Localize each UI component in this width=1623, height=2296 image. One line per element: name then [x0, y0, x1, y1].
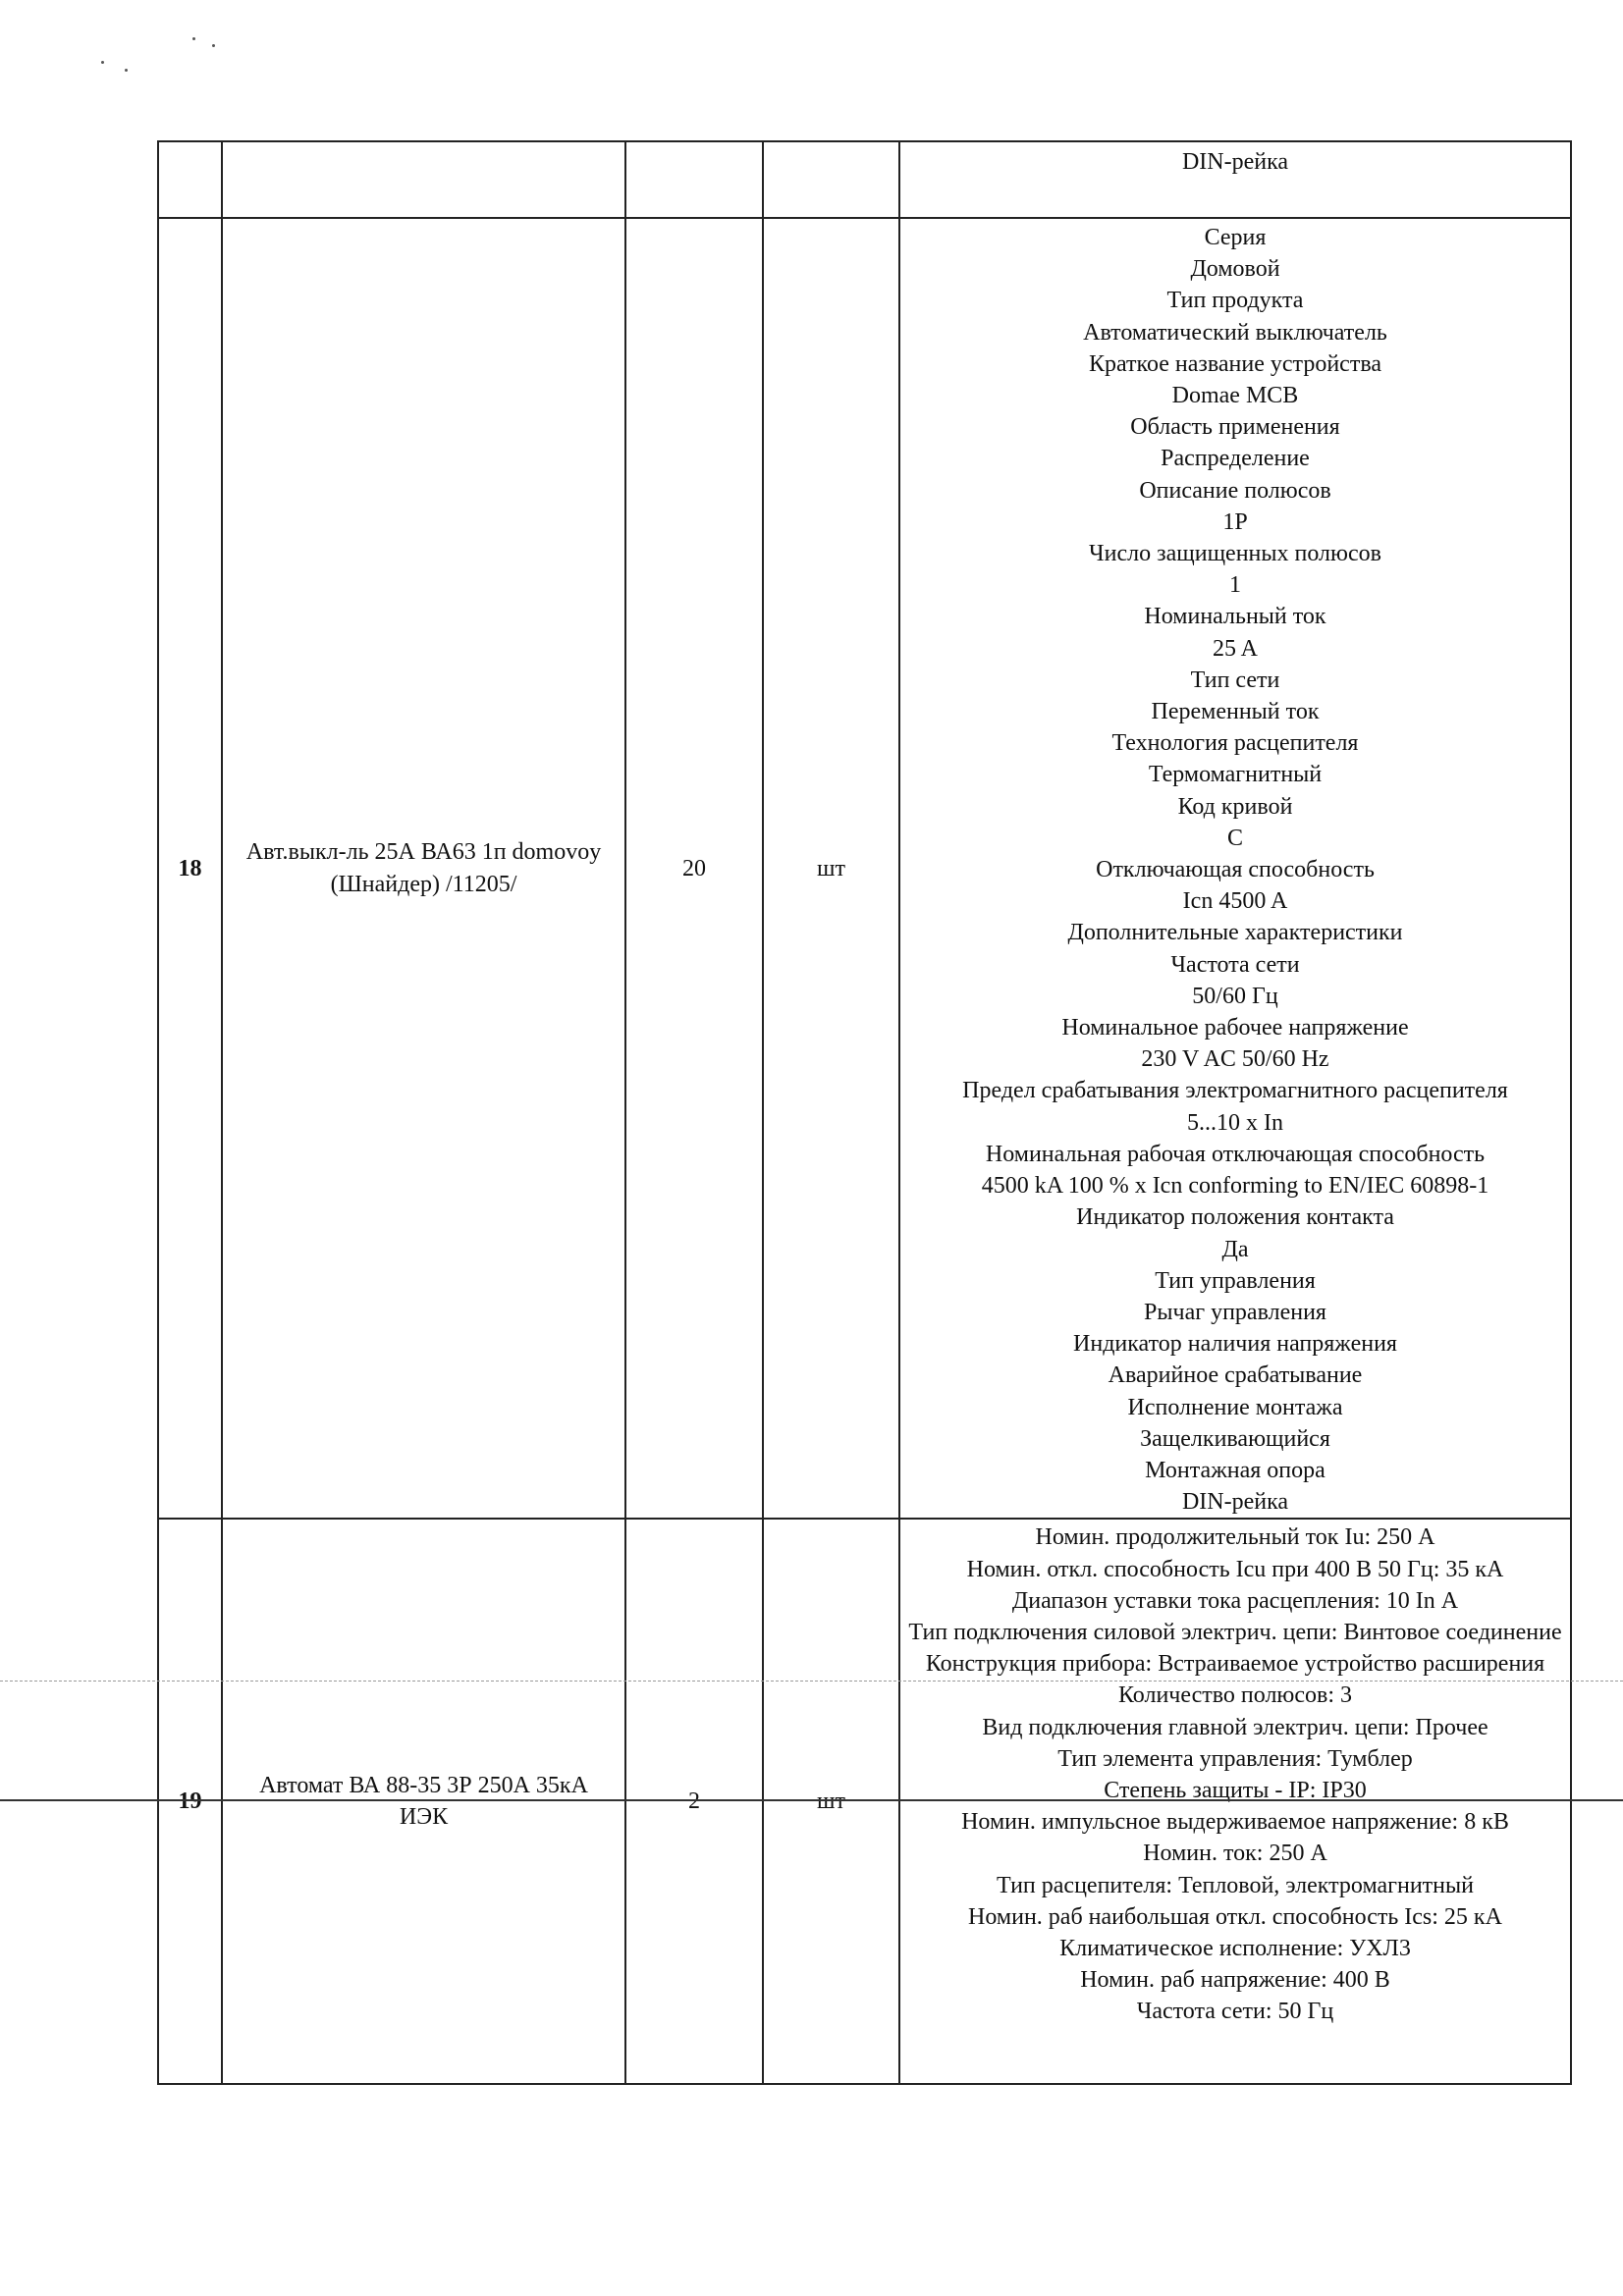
description-line: Номинальная рабочая отключающая способность [985, 1141, 1486, 1167]
row-number [158, 141, 222, 218]
description-line: Icn 4500 A [1182, 888, 1288, 915]
description-line: Серия [1204, 225, 1267, 250]
description-line: Конструкция прибора: Встраиваемое устройство расширения [925, 1651, 1545, 1678]
description-line: C [1226, 825, 1243, 851]
scan-speck [101, 61, 104, 64]
description-line: Частота сети [1170, 951, 1300, 978]
description-line: Рычаг управления [1144, 1299, 1326, 1325]
description-line: Номин. раб напряжение: 400 В [1080, 1967, 1390, 1994]
description-line: Число защищенных полюсов [1089, 541, 1381, 567]
description-line: Защелкивающийся [1140, 1425, 1330, 1452]
item-description [899, 141, 1571, 218]
description-line: 230 V AC 50/60 Hz [1141, 1046, 1329, 1073]
description-line: Номин. импульсное выдерживаемое напряжение: 8 кВ [961, 1809, 1509, 1836]
description-line: Вид подключения главной электрич. цепи: Прочее [982, 1714, 1488, 1740]
description-line: Номинальный ток [1144, 604, 1326, 630]
description-line: Номин. откл. способность Icu при 400 В 50 Гц: 35 кА [966, 1556, 1504, 1582]
description-line: Домовой [1190, 256, 1280, 283]
description-line: Предел срабатывания электромагнитного расцепителя [962, 1078, 1508, 1104]
description-line: 50/60 Гц [1192, 983, 1278, 1009]
item-description [899, 1519, 1571, 2084]
scan-fold-line [0, 1681, 1623, 1682]
description-line: Диапазон уставки тока расцепления: 10 In А [1011, 1587, 1459, 1614]
description-line: Код кривой [1177, 793, 1293, 820]
table-row [158, 1519, 1571, 2084]
description-line: Краткое название устройства [1089, 350, 1381, 377]
description-line: Тип подключения силовой электрич. цепи: Винтовое соединение [908, 1619, 1562, 1645]
description-line: Отключающая способность [1096, 857, 1375, 883]
scan-fold-line [0, 1799, 1623, 1801]
item-quantity: 20 [625, 218, 763, 1519]
scan-speck [125, 69, 128, 72]
description-line: Тип расцепителя: Тепловой, электромагнитный [997, 1872, 1474, 1898]
description-line: DIN-рейка [1181, 1489, 1289, 1516]
description-line: 5...10 x In [1187, 1109, 1283, 1136]
description-line: Номинальное рабочее напряжение [1061, 1015, 1409, 1041]
description-line: DIN-рейка [1181, 149, 1289, 175]
description-line: Номин. продолжительный ток Iu: 250 А [1035, 1524, 1435, 1551]
item-unit: шт [763, 218, 899, 1519]
description-line: Автоматический выключатель [1083, 319, 1387, 346]
description-line: Дополнительные характеристики [1067, 920, 1403, 946]
description-line: 25 A [1212, 635, 1258, 662]
specification-table [157, 140, 1572, 2085]
specification-table-body [158, 141, 1571, 2084]
item-unit: шт [763, 1519, 899, 2084]
table-row [158, 141, 1571, 218]
item-description [899, 218, 1571, 1519]
description-line: Тип продукта [1166, 288, 1304, 314]
description-line: Индикатор наличия напряжения [1073, 1331, 1397, 1358]
description-line: Описание полюсов [1139, 477, 1331, 504]
description-line: Domae MCB [1171, 383, 1299, 409]
scan-speck [192, 37, 195, 40]
item-name: Авт.выкл-ль 25А ВА63 1п domovoy (Шнайдер) /11205/ [222, 218, 625, 1519]
table-row [158, 218, 1571, 1519]
description-line: Технология расцепителя [1111, 730, 1359, 757]
description-line: Тип управления [1155, 1267, 1316, 1294]
description-line: Монтажная опора [1145, 1457, 1325, 1483]
description-line: Тип элемента управления: Тумблер [1057, 1745, 1413, 1772]
description-line: Распределение [1161, 446, 1310, 472]
row-number: 19 [158, 1519, 222, 2084]
description-line: Исполнение монтажа [1127, 1394, 1343, 1420]
description-line: Количество полюсов: 3 [1117, 1682, 1353, 1709]
description-line: 4500 kA 100 % x Icn conforming to EN/IEC 60898-1 [981, 1173, 1489, 1200]
description-line: Аварийное срабатывание [1108, 1362, 1363, 1389]
item-quantity: 2 [625, 1519, 763, 2084]
row-number: 18 [158, 218, 222, 1519]
description-line: Индикатор положения контакта [1076, 1204, 1394, 1231]
description-line: Степень защиты - IP: IP30 [1104, 1777, 1367, 1803]
description-line: 1 [1229, 572, 1241, 599]
description-line: Область применения [1130, 414, 1340, 441]
scan-speck [212, 44, 215, 47]
description-line: Да [1221, 1236, 1249, 1262]
item-quantity [625, 141, 763, 218]
description-line: Термомагнитный [1148, 762, 1323, 788]
description-line: 1P [1222, 508, 1248, 535]
item-unit [763, 141, 899, 218]
description-line: Тип сети [1190, 667, 1280, 693]
description-line: Климатическое исполнение: УХЛ3 [1059, 1935, 1411, 1961]
item-name [222, 141, 625, 218]
description-line: Номин. ток: 250 А [1143, 1841, 1327, 1867]
description-line: Номин. раб наибольшая откл. способность Ics: 25 кА [968, 1903, 1502, 1930]
item-name: Автомат ВА 88-35 3Р 250А 35кА ИЭК [222, 1519, 625, 2084]
description-line: Переменный ток [1151, 699, 1320, 725]
description-line: Частота сети: 50 Гц [1136, 1999, 1334, 2025]
